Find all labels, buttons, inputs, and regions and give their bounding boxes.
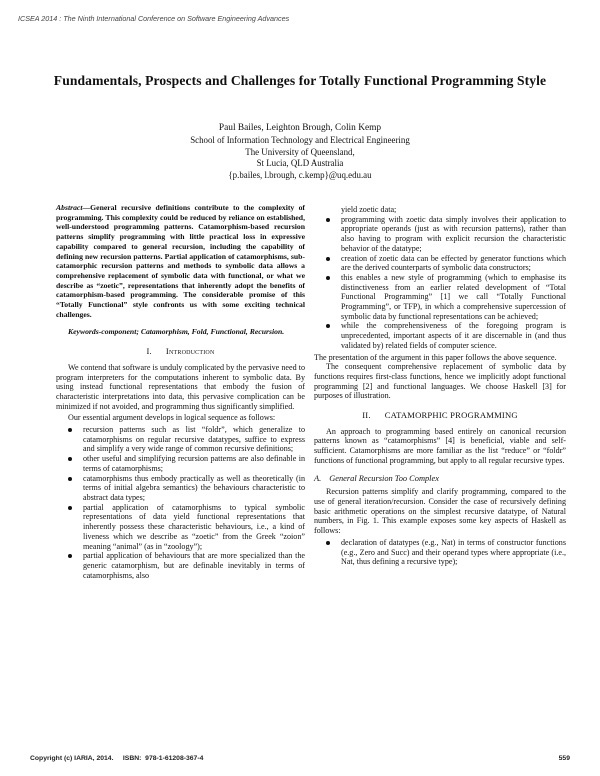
catamorphic-paragraph-2: Recursion patterns simplify and clarify programming, compared to the use of general iteration/recursion. Consider the case of recursively defining basic arithmetic operations on the simplest recursive datatype, of Natural numbers, in Fig. 1. This example exposes some key aspects of Haskell as follows: <box>314 487 566 536</box>
subsection-label: A. <box>314 473 322 483</box>
author-names: Paul Bailes, Leighton Brough, Colin Kemp <box>218 123 382 133</box>
subsection-title: General Recursion Too Complex <box>329 473 439 483</box>
intro-paragraph-2: Our essential argument develops in logical sequence as follows: <box>68 413 276 423</box>
list-item <box>314 321 566 350</box>
page-number: 559 <box>558 755 570 762</box>
section-heading-introduction <box>56 347 305 357</box>
list-item-text: this enables a new style of programming (which to emphasise its distinctiveness from an earlier related development of “Total Functional Programming” [1] we call “Totally Functional Programming”, or TFP), in which a comprehensive supercession of symbolic data by functional representations can be achieved; <box>341 272 566 321</box>
bullet-icon <box>326 276 330 280</box>
right-column <box>314 203 566 569</box>
bullet-icon <box>326 541 330 545</box>
bullet-icon <box>326 257 330 261</box>
list-item <box>314 254 566 273</box>
bullet-icon <box>68 506 72 510</box>
catamorphic-paragraph-1: An approach to programming based entirely on canonical recursion patterns known as “catamorphisms” [4] is beneficial, viable and self-sufficient. Catamorphisms are more familiar as the list “reduce” or “foldr” functions of functional programming, but apply to all regular recursive types. <box>314 426 566 465</box>
list-item-continuation <box>314 205 566 215</box>
keywords: Keywords-component; Catamorphism, Fold, Functional, Recursion. <box>68 327 285 337</box>
intro-bullet-list <box>56 425 305 580</box>
list-item <box>314 215 566 254</box>
list-item-text: programming with zoetic data simply involves their application to appropriate operands (just as with recursion patterns), rather than also having to program with explicit recursion the characteristic behavior of the datatype; <box>341 214 566 253</box>
list-item-text: creation of zoetic data can be effected by generator functions which are the derived counterparts of symbolic data constructors; <box>341 253 566 273</box>
intro-paragraph-1: We contend that software is unduly complicated by the pervasive need to program interpreters for the computations inherent to symbolic data. By using instead functional representations that embody the fusion of characteristic interpretations into data, this pervasive complication can be minimized if not avoided, and programming thus significantly simplified. <box>56 362 305 411</box>
bullet-icon <box>68 457 72 461</box>
copyright-notice: Copyright (c) IARIA, 2014. ISBN: 978-1-61208-367-4 <box>30 755 204 762</box>
list-item-text: other useful and simplifying recursion patterns are also definable in terms of catamorphisms; <box>83 454 305 473</box>
abstract-lead: Abstract <box>56 203 83 212</box>
intro-bullet-list-continued <box>314 205 566 351</box>
section-heading-catamorphic <box>314 411 566 421</box>
subsection-heading <box>314 474 566 484</box>
author-emails: {p.bailes, l.brough, c.kemp}@uq.edu.au <box>228 169 372 180</box>
list-item <box>314 538 566 567</box>
list-item-text: while the comprehensiveness of the foregoing program is unprecedented, important aspects of it are discernable in (and thus validated by) related fields of computer science. <box>341 321 566 350</box>
abstract <box>56 203 305 319</box>
page-footer <box>30 755 570 762</box>
bullet-icon <box>68 477 72 481</box>
bullet-icon <box>326 218 330 222</box>
list-item <box>56 551 305 580</box>
list-item-text: partial application of behaviours that are more specialized than the generic catamorphism, but are definable inevitably in terms of catamorphisms, also <box>83 551 305 580</box>
affiliation-line-3: St Lucia, QLD Australia <box>256 158 344 169</box>
list-item-text: partial application of catamorphisms to typical symbolic representations of data yield functional representations that inherently possess these characteristic behaviours, i.e., a kind of liveness which we describe as “zoetic” from the Greek “zoion” meaning “animal” (as in “zoology”); <box>83 502 305 551</box>
list-item <box>56 454 305 473</box>
author-block <box>0 123 600 181</box>
section-number: II. <box>362 410 371 421</box>
list-item-text: catamorphisms thus embody practically as well as theoretically (in terms of initial algebra semantics) the behaviours characteristic to abstract data types; <box>83 473 305 502</box>
list-item <box>314 273 566 322</box>
list-item-text: yield zoetic data; <box>341 205 397 214</box>
list-item-text: recursion patterns such as list “foldr”, which generalize to catamorphisms on regular recursive datatypes, suffice to express and simplify a very wide range of common recursive definitions; <box>83 425 305 454</box>
section-title: Introduction <box>165 346 215 357</box>
list-item <box>56 425 305 454</box>
section-number: I. <box>146 346 152 357</box>
abstract-text: —General recursive definitions contribute to the complexity of programming. This complexity could be reduced by reliance on established, well-understood programming patterns. Catamorphism-based recursion patterns simplify programming with little practical loss in expressive capability compared to general recursion, including the capability of defining new recursion patterns. Partial application of catamorphisms, sub-catamorphic recursion patterns and methods to symbolic data allows a comprehensive replacement of symbolic data with functional, or what we describe as “zoetic”, representations that inherently adopt the benefits of catamorphism-based programming. The considerable promise of this “Totally Functional” style confronts us with some exciting technical challenges. <box>56 203 305 319</box>
bullet-icon <box>68 428 72 432</box>
affiliation-line-1: School of Information Technology and Electrical Engineering <box>190 135 410 146</box>
consequent-paragraph: The consequent comprehensive replacement of symbolic data by functions requires first-class functions, hence we implicitly adopt functional programming [2] and functional languages. We choose Haskell [3] for purposes of illustration. <box>314 362 566 401</box>
left-column <box>56 203 305 582</box>
affiliation-line-2: The University of Queensland, <box>245 146 355 157</box>
paper-title: Fundamentals, Prospects and Challenges for Totally Functional Programming Style <box>53 73 547 88</box>
list-item-text: declaration of datatypes (e.g., Nat) in terms of constructor functions (e.g., Zero and Succ) and their operand types where appropriate (i.e., Nat, thus defining a recursive type); <box>341 537 566 567</box>
bullet-icon <box>326 324 330 328</box>
running-header: ICSEA 2014 : The Ninth International Conference on Software Engineering Advances <box>18 14 290 23</box>
list-item <box>56 503 305 552</box>
list-item <box>56 474 305 503</box>
haskell-bullet-list <box>314 538 566 567</box>
presentation-paragraph: The presentation of the argument in this paper follows the above sequence. <box>314 352 557 362</box>
bullet-icon <box>68 554 72 558</box>
section-title: CATAMORPHIC PROGRAMMING <box>384 410 518 421</box>
